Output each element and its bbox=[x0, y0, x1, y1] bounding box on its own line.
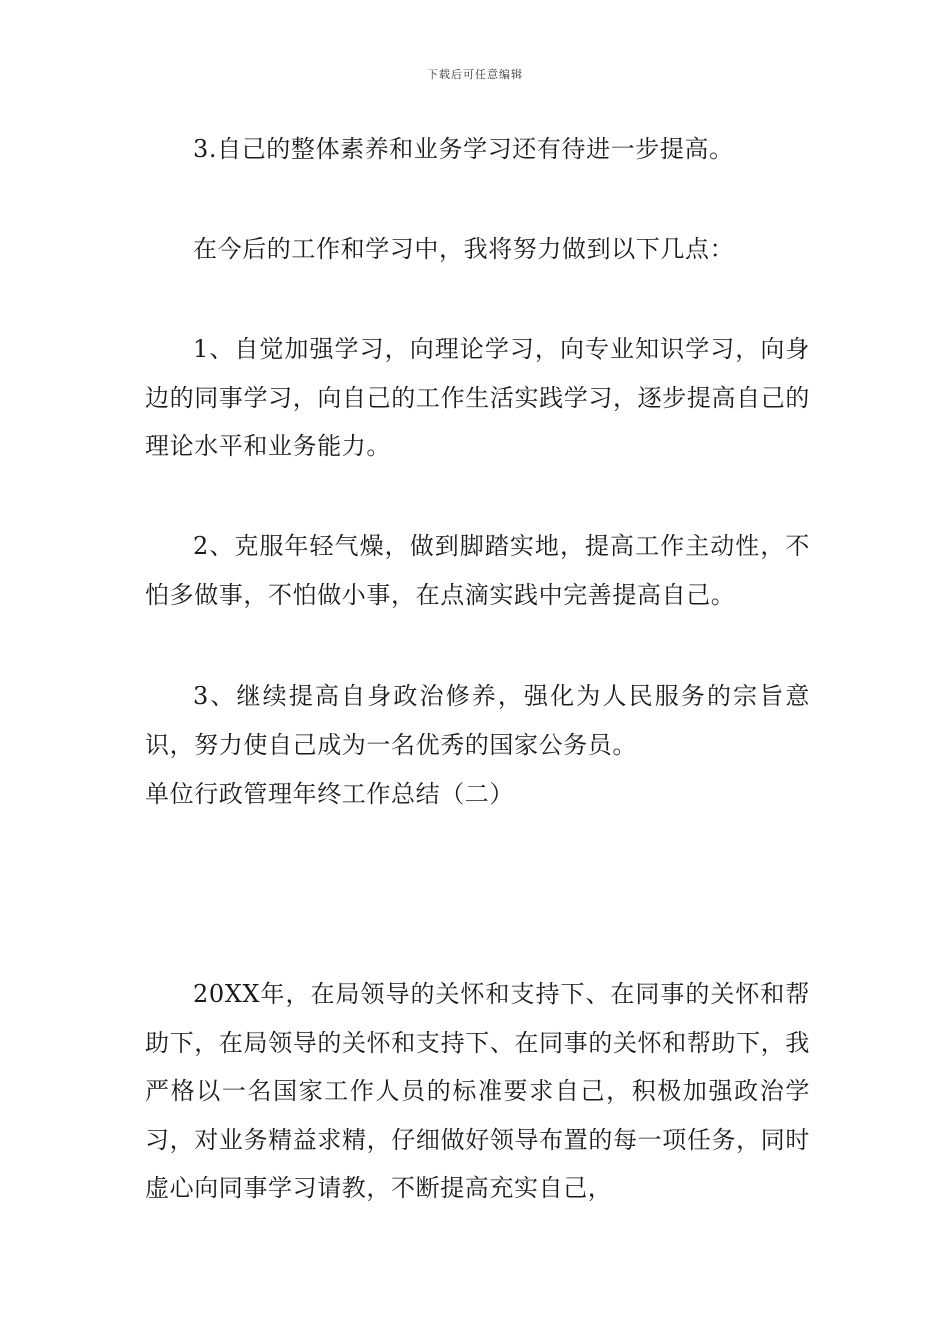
section-title: 单位行政管理年终工作总结（二） bbox=[145, 780, 514, 808]
page-header: 下载后可任意编辑 bbox=[427, 68, 523, 81]
paragraph-plan-item-2: 2、克服年轻气燥，做到脚踏实地，提高工作主动性，不怕多做事，不怕做小事，在点滴实践中完善提高自己。 bbox=[145, 532, 810, 609]
paragraph-plan-item-1: 1、自觉加强学习，向理论学习，向专业知识学习，向身边的同事学习，向自己的工作生活实践学习，逐步提高自己的理论水平和业务能力。 bbox=[145, 335, 810, 460]
paragraph-plan-item-3: 3、继续提高自身政治修养，强化为人民服务的宗旨意识，努力使自己成为一名优秀的国家公务员。 bbox=[145, 682, 810, 759]
paragraph-point-3-self-quality: 3.自己的整体素养和业务学习还有待进一步提高。 bbox=[193, 135, 734, 163]
paragraph-future-plan-intro: 在今后的工作和学习中，我将努力做到以下几点： bbox=[193, 235, 735, 263]
paragraph-summary-opening: 20XX年，在局领导的关怀和支持下、在同事的关怀和帮助下，在局领导的关怀和支持下、在同事的关怀和帮助下，我严格以一名国家工作人员的标准要求自己，积极加强政治学习，对业务精益求精，仔细做好领导布置的每一项任务，同时虚心向同事学习请教，不断提高充实自己， bbox=[145, 980, 810, 1202]
